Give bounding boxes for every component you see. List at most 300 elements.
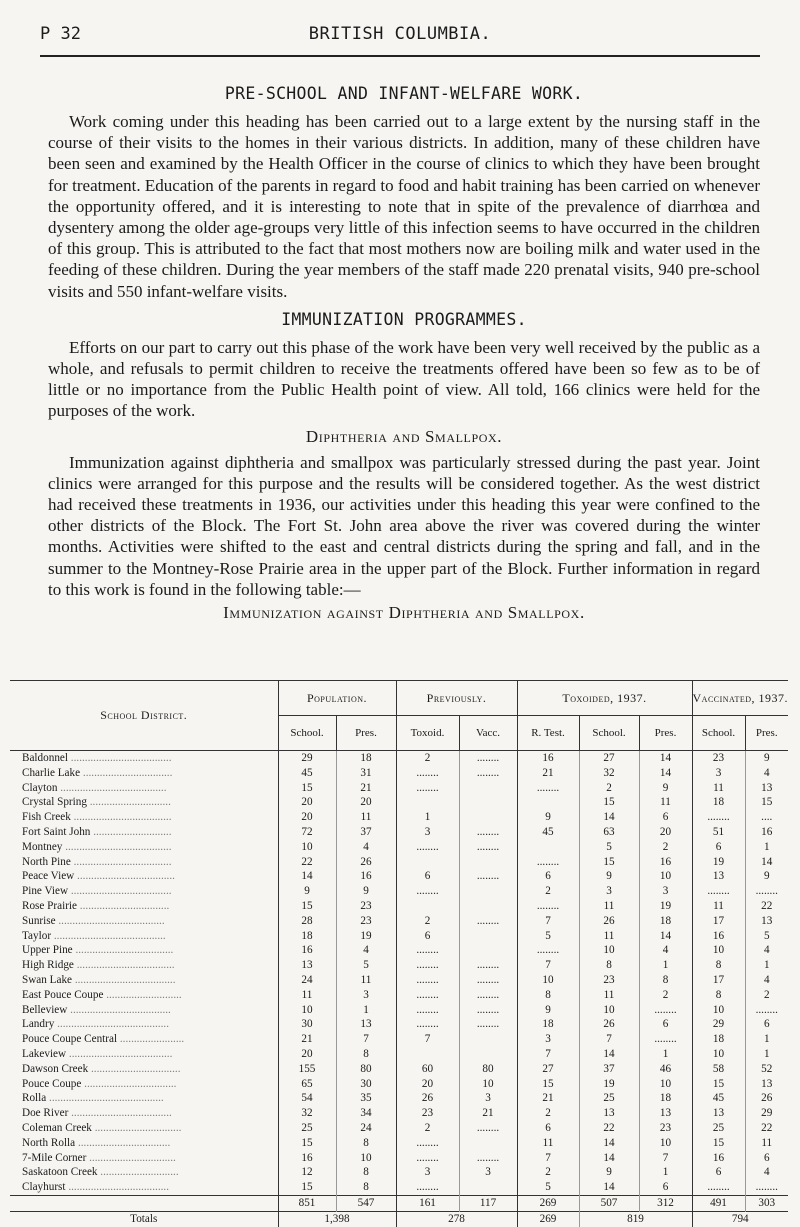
table-cell: 72	[278, 825, 336, 840]
district-name: Saskatoon Creek ............................	[22, 1166, 179, 1179]
table-cell: 11	[336, 810, 396, 825]
table-cell: 11	[278, 988, 336, 1003]
table-cell: ........	[517, 781, 579, 796]
table-cell: 15	[278, 781, 336, 796]
table-cell: 4	[639, 943, 692, 958]
table-cell: 8	[336, 1165, 396, 1180]
district-name: Crystal Spring .............................	[22, 796, 171, 809]
table-cell: ........	[459, 1121, 517, 1136]
district-name: East Pouce Coupe ...........................	[22, 988, 182, 1001]
table-cell: 18	[336, 751, 396, 766]
table-row	[10, 1136, 788, 1151]
district-name: Clayton ......................................	[22, 781, 167, 794]
table-cell: 13	[745, 914, 788, 929]
table-cell: 8	[692, 958, 745, 973]
table-cell: 21	[517, 1091, 579, 1106]
table-cell: 2	[517, 884, 579, 899]
table-cell: 1	[396, 810, 459, 825]
table-row	[10, 855, 788, 870]
table-cell: 8	[639, 973, 692, 988]
table-cell: 30	[336, 1077, 396, 1092]
table-cell: 11	[579, 929, 639, 944]
table-cell: 14	[579, 1047, 639, 1062]
table-cell: ........	[517, 943, 579, 958]
table-cell: 14	[639, 929, 692, 944]
table-cell: 16	[639, 855, 692, 870]
table-cell: 21	[517, 766, 579, 781]
table-cell: 7	[579, 1032, 639, 1047]
table-title: Immunization against Diphtheria and Smallpox.	[223, 603, 585, 623]
district-name: Swan Lake ....................................	[22, 973, 176, 986]
district-name: Clayhurst ....................................	[22, 1181, 169, 1194]
table-cell: 10	[336, 1151, 396, 1166]
table-cell: 31	[336, 766, 396, 781]
table-cell: 26	[579, 914, 639, 929]
table-cell: 2	[396, 1121, 459, 1136]
sub-header: R. Test.	[517, 716, 579, 751]
table-row	[10, 1180, 788, 1195]
table-cell: 13	[579, 1106, 639, 1121]
table-row	[10, 1121, 788, 1136]
table-cell: 16	[278, 943, 336, 958]
table-row	[10, 1032, 788, 1047]
table-cell: 60	[396, 1062, 459, 1077]
table-cell: 51	[692, 825, 745, 840]
table-cell	[459, 1136, 517, 1151]
table-row	[10, 884, 788, 899]
table-cell: 3	[579, 884, 639, 899]
column-total: 303	[745, 1195, 788, 1211]
table-cell: ........	[396, 1003, 459, 1018]
table-cell: 46	[639, 1062, 692, 1077]
table-cell: 2	[579, 781, 639, 796]
table-cell: 10	[517, 973, 579, 988]
table-cell: 3	[396, 825, 459, 840]
sub-header: School.	[692, 716, 745, 751]
table-cell: 10	[579, 943, 639, 958]
table-cell: 19	[639, 899, 692, 914]
table-cell: 16	[278, 1151, 336, 1166]
table-cell: 23	[639, 1121, 692, 1136]
table-cell: 9	[517, 810, 579, 825]
table-cell: 9	[278, 884, 336, 899]
table-cell: ........	[692, 810, 745, 825]
district-name: Charlie Lake ................................	[22, 766, 173, 779]
table-cell: ........	[396, 1136, 459, 1151]
group-total-previously: 278	[396, 1211, 517, 1226]
subsection-title-diphtheria: Diphtheria and Smallpox.	[305, 426, 503, 446]
table-cell: ........	[459, 1017, 517, 1032]
table-cell: 24	[336, 1121, 396, 1136]
district-name: Rolla .........................................	[22, 1092, 164, 1105]
table-cell: ........	[745, 1180, 788, 1195]
table-cell: 14	[579, 1180, 639, 1195]
table-cell: 16	[692, 1151, 745, 1166]
table-cell: 4	[745, 943, 788, 958]
column-total: 161	[396, 1195, 459, 1211]
table-cell: 5	[517, 1180, 579, 1195]
table-cell: 1	[745, 1032, 788, 1047]
table-cell: 14	[278, 869, 336, 884]
table-cell	[459, 855, 517, 870]
table-row	[10, 869, 788, 884]
table-cell: 6	[639, 1180, 692, 1195]
table-row	[10, 988, 788, 1003]
table-cell: 2	[396, 914, 459, 929]
table-cell: 34	[336, 1106, 396, 1121]
table-cell: ........	[639, 1003, 692, 1018]
table-cell	[459, 1032, 517, 1047]
group-total-toxoided: 819	[579, 1211, 692, 1226]
table-cell: 10	[459, 1077, 517, 1092]
table-row	[10, 1151, 788, 1166]
table-cell	[396, 899, 459, 914]
table-cell: 9	[517, 1003, 579, 1018]
table-cell: 2	[517, 1165, 579, 1180]
table-cell: 63	[579, 825, 639, 840]
table-cell: 25	[579, 1091, 639, 1106]
table-cell: 29	[745, 1106, 788, 1121]
page-body	[48, 84, 760, 623]
table-cell	[459, 1047, 517, 1062]
column-total: 507	[579, 1195, 639, 1211]
district-name: Dawson Creek ................................	[22, 1062, 181, 1075]
table-cell: 54	[278, 1091, 336, 1106]
table-cell: 7	[639, 1151, 692, 1166]
table-cell: 6	[639, 1017, 692, 1032]
table-cell: 17	[692, 914, 745, 929]
table-cell: 21	[336, 781, 396, 796]
table-cell: 11	[517, 1136, 579, 1151]
table-cell: 10	[692, 1047, 745, 1062]
table-cell: 20	[278, 810, 336, 825]
table-cell: ........	[459, 1151, 517, 1166]
table-cell: 3	[459, 1091, 517, 1106]
table-cell: 11	[692, 899, 745, 914]
table-cell: 13	[336, 1017, 396, 1032]
table-cell: 24	[278, 973, 336, 988]
table-cell: 45	[278, 766, 336, 781]
table-cell: ........	[459, 958, 517, 973]
table-row	[10, 825, 788, 840]
table-row	[10, 751, 788, 766]
district-name: Montney ......................................	[22, 840, 172, 853]
table-cell: 9	[336, 884, 396, 899]
table-cell: 23	[336, 899, 396, 914]
table-cell: 11	[579, 899, 639, 914]
table-cell: 18	[692, 795, 745, 810]
table-cell: 32	[278, 1106, 336, 1121]
table-cell: 14	[579, 1151, 639, 1166]
district-name: Belleview ....................................	[22, 1003, 171, 1016]
sub-header: Pres.	[639, 716, 692, 751]
district-name: Fish Creek ...................................	[22, 811, 172, 824]
column-total: 491	[692, 1195, 745, 1211]
district-name: Fort Saint John ............................	[22, 825, 172, 838]
table-cell: 13	[745, 1077, 788, 1092]
district-name: Coleman Creek ...............................	[22, 1121, 182, 1134]
district-name: Pine View ....................................	[22, 885, 172, 898]
table-cell: 6	[396, 869, 459, 884]
table-cell: 35	[336, 1091, 396, 1106]
table-cell: ........	[459, 825, 517, 840]
table-cell: 21	[278, 1032, 336, 1047]
table-cell: 45	[692, 1091, 745, 1106]
table-cell: ........	[396, 781, 459, 796]
table-cell: 3	[639, 884, 692, 899]
district-name: High Ridge ...................................	[22, 959, 175, 972]
table-cell: 19	[579, 1077, 639, 1092]
table-cell: 3	[517, 1032, 579, 1047]
column-total: 117	[459, 1195, 517, 1211]
table-cell: 7	[396, 1032, 459, 1047]
table-cell: 6	[396, 929, 459, 944]
district-column-header: School District.	[10, 681, 278, 751]
table-cell: 13	[692, 1106, 745, 1121]
table-cell: 1	[639, 958, 692, 973]
table-cell: 22	[745, 1121, 788, 1136]
table-cell	[396, 1047, 459, 1062]
table-cell	[459, 810, 517, 825]
header-rule	[40, 55, 760, 57]
table-cell: 15	[278, 1180, 336, 1195]
table-cell: 1	[745, 840, 788, 855]
table-cell: 22	[745, 899, 788, 914]
group-total-vaccinated: 794	[692, 1211, 788, 1226]
table-cell: 9	[579, 869, 639, 884]
table-cell: 3	[459, 1165, 517, 1180]
table-cell: 15	[692, 1077, 745, 1092]
table-cell: 7	[517, 914, 579, 929]
table-cell: 16	[336, 869, 396, 884]
table-cell: 8	[336, 1180, 396, 1195]
table-cell: 15	[278, 899, 336, 914]
totals-label: Totals	[130, 1212, 158, 1225]
group-total-rtest: 269	[517, 1211, 579, 1226]
running-title: BRITISH COLUMBIA.	[308, 24, 492, 44]
sub-header: Vacc.	[459, 716, 517, 751]
table-cell: 11	[745, 1136, 788, 1151]
table-cell: ........	[459, 1003, 517, 1018]
table-cell: ........	[396, 1180, 459, 1195]
table-cell: 15	[517, 1077, 579, 1092]
table-cell: 11	[579, 988, 639, 1003]
table-cell: 11	[336, 973, 396, 988]
table-row	[10, 1047, 788, 1062]
table-cell: 4	[745, 973, 788, 988]
table-cell: 3	[336, 988, 396, 1003]
table-cell: 5	[579, 840, 639, 855]
table-cell	[517, 840, 579, 855]
table-cell	[517, 795, 579, 810]
table-cell	[459, 929, 517, 944]
table-cell: 14	[579, 1136, 639, 1151]
sub-header: Pres.	[745, 716, 788, 751]
table-cell: 16	[745, 825, 788, 840]
table-row	[10, 1165, 788, 1180]
table-cell: 3	[692, 766, 745, 781]
table-cell: 8	[336, 1136, 396, 1151]
table-cell: 23	[396, 1106, 459, 1121]
table-cell: ........	[396, 766, 459, 781]
table-cell: 22	[278, 855, 336, 870]
table-cell: ........	[459, 766, 517, 781]
table-cell: ........	[639, 1032, 692, 1047]
table-row	[10, 914, 788, 929]
district-name: Taylor ........................................	[22, 929, 166, 942]
table-cell: 11	[639, 795, 692, 810]
district-name: Peace View ...................................	[22, 870, 175, 883]
table-cell	[459, 943, 517, 958]
district-name: Sunrise ......................................	[22, 914, 165, 927]
table-cell: 26	[579, 1017, 639, 1032]
district-name: Upper Pine ...................................	[22, 944, 174, 957]
paragraph-preschool: Work coming under this heading has been carried out to a large extent by the nursing staff in the course of their visits to the homes in their various districts. In addition, many of these children have been seen and examined by the Health Officer in the course of clinics to which they have been brought for treatment. Education of the parents in regard to food and habit training has been carried on whenever the opportunity offered, and it is interesting to note that in spite of the prevalence of diarrhœa and dysentery among the older age-groups very little of this infection seems to have occurred in the children of this group. This is attributed to the fact that most mothers now are boiling milk and water used in the feeding of these children. During the year members of the staff made 220 prenatal visits, 940 pre-school visits and 550 infant-welfare visits.	[48, 112, 760, 301]
table-cell: 6	[745, 1151, 788, 1166]
table-cell: 26	[396, 1091, 459, 1106]
table-cell: 23	[692, 751, 745, 766]
table-cell: ........	[396, 1151, 459, 1166]
table-cell: ........	[459, 988, 517, 1003]
paragraph-immunization: Efforts on our part to carry out this phase of the work have been very well received by the public as a whole, and refusals to permit children to receive the treatments offered have been so few as to be of little or no importance from the Public Health point of view. All told, 166 clinics were held for the purposes of the work.	[48, 337, 760, 421]
table-cell: ........	[396, 884, 459, 899]
table-row	[10, 1017, 788, 1032]
group-header-vaccinated: Vaccinated, 1937.	[692, 681, 788, 716]
table-cell: 2	[396, 751, 459, 766]
table-cell: 25	[692, 1121, 745, 1136]
table-row	[10, 943, 788, 958]
table-cell: 20	[278, 795, 336, 810]
table-cell: ........	[517, 899, 579, 914]
table-cell: 19	[692, 855, 745, 870]
district-name: Pouce Coupe .................................	[22, 1077, 177, 1090]
table-cell: 27	[579, 751, 639, 766]
table-cell: ........	[745, 1003, 788, 1018]
table-body	[10, 751, 788, 1196]
table-cell: 13	[692, 869, 745, 884]
table-cell: 15	[579, 855, 639, 870]
table-cell: 8	[517, 988, 579, 1003]
table-cell: 80	[336, 1062, 396, 1077]
table-cell: 25	[278, 1121, 336, 1136]
immunization-table	[10, 680, 788, 1227]
table-cell: 10	[579, 1003, 639, 1018]
district-name: Lakeview .....................................	[22, 1047, 173, 1060]
table-cell: 37	[579, 1062, 639, 1077]
table-row	[10, 958, 788, 973]
group-header-previously: Previously.	[396, 681, 517, 716]
table-cell: 6	[517, 869, 579, 884]
table-cell: 37	[336, 825, 396, 840]
table-cell: 6	[692, 840, 745, 855]
table-cell: 28	[278, 914, 336, 929]
table-cell: 17	[692, 973, 745, 988]
table-cell	[459, 781, 517, 796]
table-cell: ........	[396, 973, 459, 988]
table-cell: ........	[459, 751, 517, 766]
table-cell: 30	[278, 1017, 336, 1032]
table-cell: 13	[639, 1106, 692, 1121]
table-cell: 58	[692, 1062, 745, 1077]
table-cell	[459, 795, 517, 810]
table-cell: ........	[396, 1017, 459, 1032]
column-total: 851	[278, 1195, 336, 1211]
page-header	[40, 24, 760, 46]
table-cell: 6	[517, 1121, 579, 1136]
table-cell: 155	[278, 1062, 336, 1077]
table-row	[10, 929, 788, 944]
table-cell: 15	[579, 795, 639, 810]
table-row	[10, 1003, 788, 1018]
table-cell: 8	[336, 1047, 396, 1062]
table-cell: 6	[639, 810, 692, 825]
table-cell: 4	[745, 766, 788, 781]
table-cell: 7	[517, 958, 579, 973]
table-cell: ........	[459, 914, 517, 929]
table-cell: 10	[692, 1003, 745, 1018]
page-number: P 32	[40, 24, 81, 44]
table-cell: ........	[396, 840, 459, 855]
section-title-preschool: PRE-SCHOOL AND INFANT-WELFARE WORK.	[224, 84, 584, 103]
table-cell: ........	[459, 973, 517, 988]
table-cell: 45	[517, 825, 579, 840]
district-name: Pouce Coupe Central .......................	[22, 1033, 185, 1046]
table-cell: 10	[692, 943, 745, 958]
table-cell: 6	[745, 1017, 788, 1032]
sub-header: Pres.	[336, 716, 396, 751]
table-cell: 11	[692, 781, 745, 796]
district-name: North Pine ...................................	[22, 855, 172, 868]
table-cell: 26	[336, 855, 396, 870]
table-cell: 14	[639, 751, 692, 766]
table-cell: 1	[745, 1047, 788, 1062]
group-header-toxoided: Toxoided, 1937.	[517, 681, 692, 716]
table-cell: 9	[639, 781, 692, 796]
table-cell: 10	[639, 869, 692, 884]
sub-header: School.	[579, 716, 639, 751]
table-cell: 13	[745, 781, 788, 796]
table-cell: 16	[517, 751, 579, 766]
table-cell: 9	[579, 1165, 639, 1180]
district-name: 7-Mile Corner ...............................	[22, 1151, 176, 1164]
district-name: Doe River ....................................	[22, 1107, 172, 1120]
table-cell: 8	[692, 988, 745, 1003]
district-name: Baldonnel ....................................	[22, 752, 172, 764]
table-cell: ........	[517, 855, 579, 870]
table-cell: 16	[692, 929, 745, 944]
table-cell: 14	[745, 855, 788, 870]
table-cell: 2	[639, 988, 692, 1003]
table-cell: 1	[336, 1003, 396, 1018]
table-cell: ........	[396, 988, 459, 1003]
table-row	[10, 766, 788, 781]
table-cell: 12	[278, 1165, 336, 1180]
table-cell: 52	[745, 1062, 788, 1077]
table-cell: 5	[517, 929, 579, 944]
table-cell: 1	[639, 1165, 692, 1180]
table-cell: 15	[692, 1136, 745, 1151]
table-cell: 10	[278, 840, 336, 855]
table-cell: 18	[639, 914, 692, 929]
table-cell: 20	[336, 795, 396, 810]
table-cell: ........	[459, 840, 517, 855]
table-cell: 10	[278, 1003, 336, 1018]
table-row	[10, 781, 788, 796]
table-cell: 9	[745, 869, 788, 884]
table-cell: 2	[745, 988, 788, 1003]
table-cell	[459, 899, 517, 914]
group-header-population: Population.	[278, 681, 396, 716]
